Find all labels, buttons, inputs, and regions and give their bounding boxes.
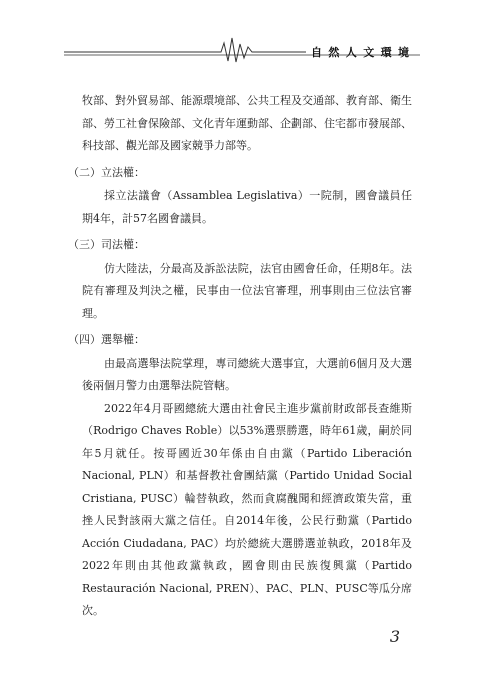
judicial-paragraph: 仿大陸法，分最高及訴訟法院，法官由國會任命，任期8年。法院有審理及判決之權，民事由一位法官審理，刑事則由三位法官審理。 bbox=[82, 261, 412, 320]
intro-paragraph: 牧部、對外貿易部、能源環境部、公共工程及交通部、教育部、衛生部、勞工社會保險部、文化青年運動部、企劃部、住宅都市發展部、科技部、觀光部及國家競爭力部等。 bbox=[82, 94, 412, 152]
section-heading-election: （四）選舉權： bbox=[68, 333, 145, 346]
page-header bbox=[0, 0, 480, 70]
document-body bbox=[68, 90, 412, 623]
section-heading-judicial: （三）司法權： bbox=[68, 238, 145, 251]
legislative-paragraph: 採立法議會（Assamblea Legislativa）一院制，國會議員任期4年，計57名國會議員。 bbox=[82, 189, 412, 225]
page-number: 3 bbox=[389, 627, 400, 646]
section-heading-legislative: （二）立法權： bbox=[68, 165, 145, 179]
election-paragraph-1: 由最高選舉法院掌理，專司總統大選事宜，大選前6個月及大選後兩個月警力由選舉法院管轄。 bbox=[82, 356, 412, 392]
election-paragraph-2: 2022年4月哥國總統大選由社會民主進步黨前財政部長查維斯（Rodrigo Chaves Roble）以53%選票勝選，時年61歲，嗣於同年5月就任。按哥國近30年係由自由黨（Partido Liberación Nacional, PLN）和基督教社會團結黨（Partido Unidad Social Cristiana, PUSC）輪替執政，然而貪腐醜聞和經濟政策失當，重挫人民對該兩大黨之信任。自2014年後，公民行動黨（Partido Acción Ciudadana, PAC）均於總統大選勝選並執政，2018年及2022年則由其他政黨執政，國會則由民族復興黨（Partido Restauración Nacional, PREN）、PAC、PLN、PUSC等瓜分席次。 bbox=[82, 401, 412, 617]
header-title: 自然人文環境 bbox=[311, 46, 416, 59]
